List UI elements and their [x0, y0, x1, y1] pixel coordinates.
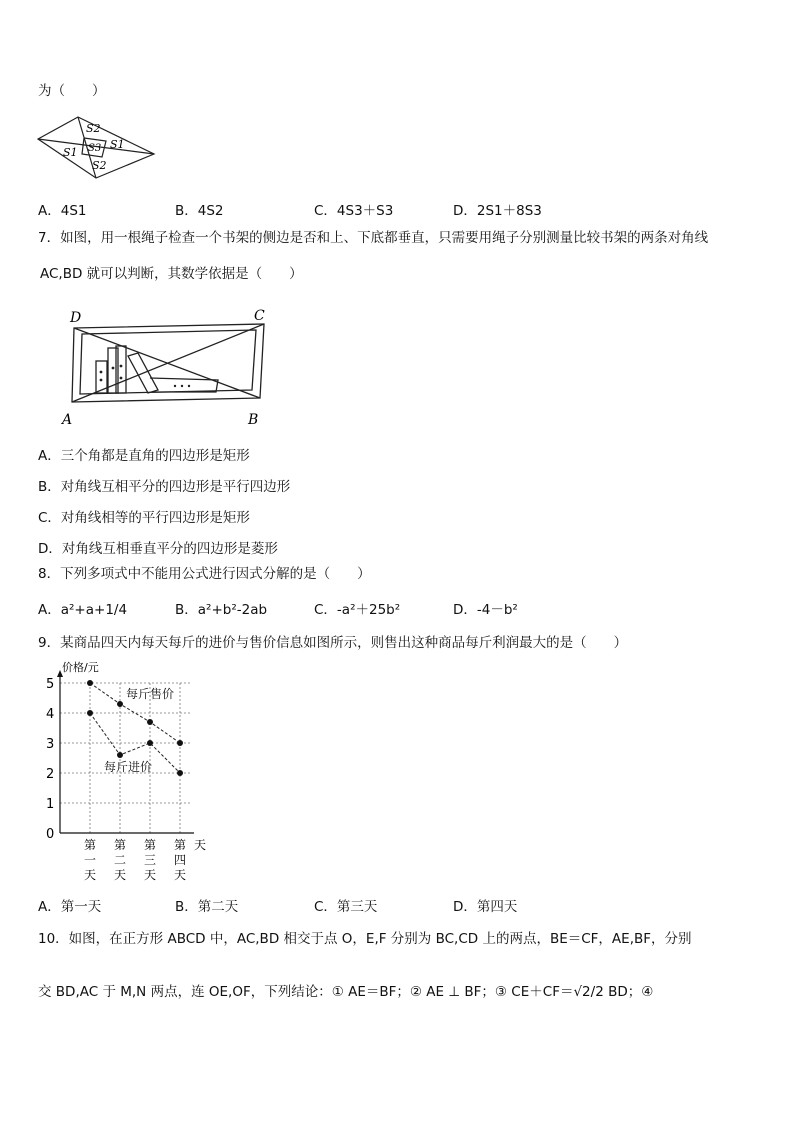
q8-stem: 8．下列多项式中不能用公式进行因式分解的是（ ）	[38, 566, 371, 582]
sell-price-point	[87, 680, 93, 686]
sell-price-point	[177, 740, 183, 746]
buy-price-point	[177, 770, 183, 776]
q7-option-c: C．对角线相等的平行四边形是矩形	[38, 510, 250, 526]
q7-option-a: A．三个角都是直角的四边形是矩形	[38, 448, 250, 464]
q9-option-b: B．第二天	[175, 899, 239, 915]
y-tick-label: 0	[46, 827, 55, 842]
q6-stem-tail: 为（ ）	[38, 83, 106, 99]
q9-option-a: A．第一天	[38, 899, 102, 915]
q10-stem-line2: 交 BD,AC 于 M,N 两点，连 OE,OF，下列结论：① AE＝BF；② AE ⊥ BF；③ CE＋CF＝√2/2 BD；④	[38, 984, 654, 1000]
q7-option-d: D．对角线互相垂直平分的四边形是菱形	[38, 541, 278, 557]
buy-price-point	[117, 752, 123, 758]
sell-price-point	[117, 701, 123, 707]
q6-label-s2-bottom: S2	[92, 159, 107, 172]
x-tick-label: 一	[84, 853, 97, 867]
q6-label-s1-left: S1	[63, 146, 78, 159]
x-tick-label: 天	[174, 868, 187, 882]
q7-option-b: B．对角线互相平分的四边形是平行四边形	[38, 479, 291, 495]
q6-option-d: D．2S1＋8S3	[453, 203, 542, 219]
x-tick-label: 天	[144, 868, 157, 882]
series-label-sell: 每斤售价	[126, 687, 175, 701]
q7-label-d: D	[70, 310, 82, 326]
q10-stem-line1: 10．如图，在正方形 ABCD 中，AC,BD 相交于点 O，E,F 分别为 BC,CD 上的两点，BE＝CF，AE,BF，分别	[38, 931, 692, 947]
q7-stem-line1: 7．如图，用一根绳子检查一个书架的侧边是否和上、下底都垂直，只需要用绳子分别测量比较书架的两条对角线	[38, 230, 709, 246]
q6-label-s3: S3	[88, 143, 102, 154]
q6-figure	[36, 112, 158, 182]
q7-label-b: B	[248, 412, 259, 428]
q8-option-d: D．-4－b²	[453, 602, 518, 618]
x-axis-end-label: 天	[194, 838, 207, 852]
x-tick-label: 天	[84, 868, 97, 882]
x-tick-label: 天	[114, 868, 127, 882]
q6-option-a: A．4S1	[38, 203, 87, 219]
q6-label-s2-top: S2	[86, 122, 101, 135]
x-tick-label: 第	[174, 838, 187, 852]
q7-stem-line2: AC,BD 就可以判断，其数学依据是（ ）	[40, 266, 303, 282]
series-label-buy: 每斤进价	[104, 760, 153, 774]
buy-price-point	[147, 740, 153, 746]
y-tick-label: 4	[46, 707, 55, 722]
q9-option-d: D．第四天	[453, 899, 518, 915]
q8-option-c: C．-a²＋25b²	[314, 602, 401, 618]
q8-option-a: A．a²+a+1/4	[38, 602, 128, 618]
buy-price-point	[87, 710, 93, 716]
q8-option-b: B．a²+b²-2ab	[175, 602, 268, 618]
y-tick-label: 2	[46, 767, 55, 782]
y-tick-label: 3	[46, 737, 55, 752]
x-tick-label: 第	[144, 838, 157, 852]
q6-label-s1-right: S1	[110, 138, 125, 151]
q9-stem: 9．某商品四天内每天每斤的进价与售价信息如图所示，则售出这种商品每斤利润最大的是（ ）	[38, 635, 628, 651]
x-tick-label: 第	[84, 838, 97, 852]
x-tick-label: 第	[114, 838, 127, 852]
y-axis-label: 价格/元	[62, 661, 99, 674]
q9-option-c: C．第三天	[314, 899, 378, 915]
q7-label-a: A	[62, 412, 73, 428]
sell-price-point	[147, 719, 153, 725]
q6-option-c: C．4S3＋S3	[314, 203, 394, 219]
x-tick-label: 四	[174, 853, 187, 867]
q7-bookshelf-figure	[58, 306, 280, 432]
y-tick-label: 5	[46, 677, 55, 692]
y-tick-label: 1	[46, 797, 55, 812]
x-tick-label: 三	[144, 853, 157, 867]
q9-price-chart	[40, 658, 210, 884]
x-tick-label: 二	[114, 853, 127, 867]
q7-label-c: C	[254, 308, 265, 324]
q6-option-b: B．4S2	[175, 203, 224, 219]
